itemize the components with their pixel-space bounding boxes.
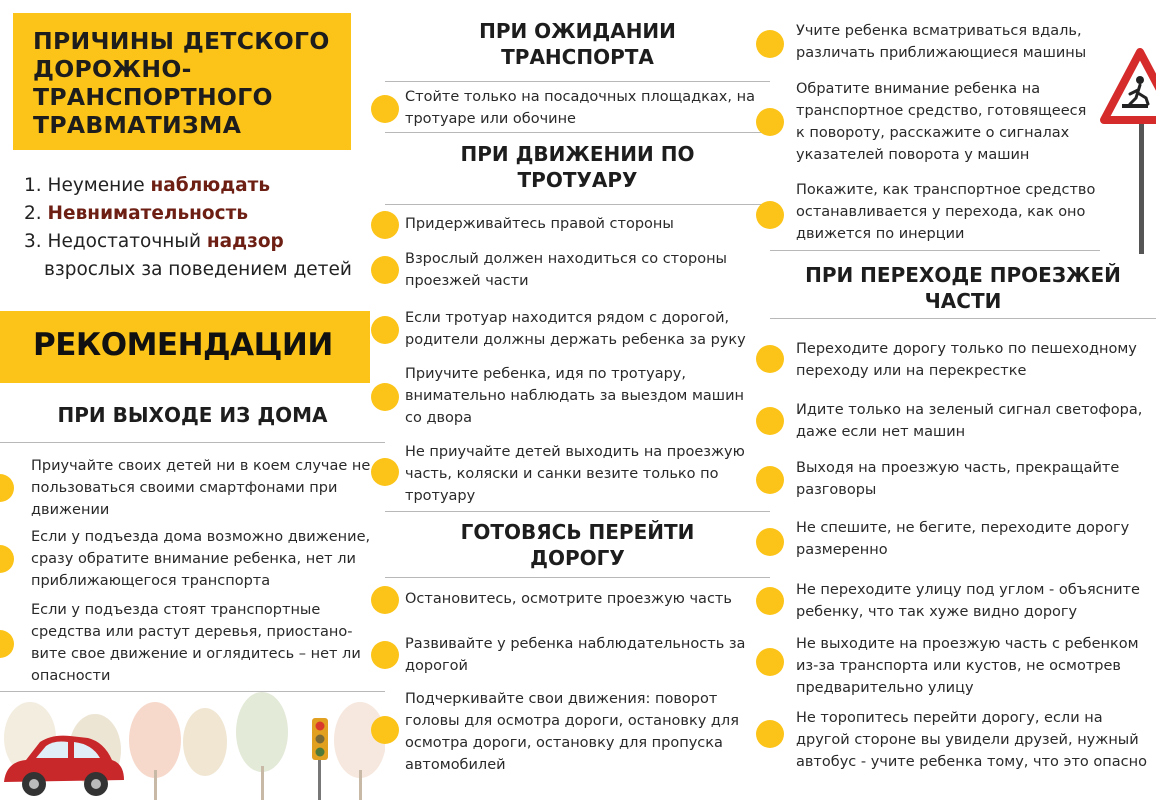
main-title-line: ДОРОЖНО- [33,55,192,83]
list-item: Если у подъезда стоят транспортные средства или растут деревья, приостано-вите свое движение и оглядитесь – нет ли опасности [31,602,361,684]
bullet-icon [756,648,784,676]
recommendations-banner [0,311,370,383]
list-item: Стойте только на посадочных площадках, на тротуаре или обочине [405,89,755,127]
section-heading-sidewalk [385,141,770,193]
divider [385,81,770,82]
heading-line: ТРАНСПОРТА [501,45,654,69]
divider [385,511,770,512]
bullet-icon [371,586,399,614]
cause-text: Неумение [47,175,151,196]
list-item: Взрослый должен находиться со стороны проезжей части [405,251,728,289]
list-item: Остановитесь, осмотрите проезжую часть [405,591,732,607]
bullet-icon [0,474,14,502]
divider [0,442,385,443]
bullet-icon [0,630,14,658]
list-item: Не спешите, не бегите, переходите дорогу размеренно [796,520,1130,558]
bullet-icon [756,30,784,58]
bullet-icon [756,720,784,748]
list-item: Выходя на проезжую часть, прекращайте разговоры [796,460,1120,498]
bullet-icon [371,716,399,744]
bullet-icon [371,95,399,123]
bullet-icon [756,528,784,556]
list-item: Обратите внимание ребенка на транспортное средство, готовящееся к повороту, расскажите о сигналах указателей поворота у машин [796,81,1087,163]
cause-item [24,228,374,256]
list-item: Приучайте своих детей ни в коем случае не пользоваться своими смартфонами при движении [31,458,371,518]
cause-highlight: Невнимательность [47,203,249,224]
cause-number: 2. [24,203,42,224]
list-item: Идите только на зеленый сигнал светофора, даже если нет машин [796,402,1143,440]
bullet-icon [756,345,784,373]
main-title-line: ТРАНСПОРТНОГО [33,83,273,111]
main-title-line: ТРАВМАТИЗМА [33,111,242,139]
list-item: Покажите, как транспортное средство останавливается у перехода, как оно движется по инерции [796,182,1096,242]
bullet-icon [371,383,399,411]
pedestrian-crossing-sign-icon [1100,48,1156,258]
traffic-light-icon [312,718,328,800]
list-item: Придерживайтесь правой стороны [405,216,674,232]
list-item: Подчеркивайте свои движения: поворот головы для осмотра дороги, остановку для осмотра дороги, остановку для пропуска автомобилей [405,691,739,773]
list-item: Не выходите на проезжую часть с ребенком из-за транспорта или кустов, не осмотрев предварительно улицу [796,636,1139,696]
divider [385,204,770,205]
heading-line: ПРИ ДВИЖЕНИИ ПО [460,142,695,166]
list-item: Переходите дорогу только по пешеходному переходу или на перекрестке [796,341,1137,379]
causes-list [24,172,374,284]
section-heading-waiting-transport [385,18,770,70]
bullet-icon [371,458,399,486]
divider [385,132,770,133]
bullet-icon [371,256,399,284]
cause-number: 1. [24,175,42,196]
list-item: Не приучайте детей выходить на проезжую часть, коляски и санки везите только по тротуару [405,444,745,504]
main-title-box [13,13,351,150]
heading-line: ЧАСТИ [924,289,1002,313]
divider [385,577,770,578]
cause-tail: взрослых за поведением детей [44,259,352,280]
heading-line: ПРИ ПЕРЕХОДЕ ПРОЕЗЖЕЙ [805,263,1121,287]
recommendations-title: РЕКОМЕНДАЦИИ [33,327,333,363]
right-column [770,0,1156,800]
divider [770,250,1100,251]
list-item: Не торопитесь перейти дорогу, если на другой стороне вы увидели друзей, нужный автобус - учите ребенка тому, что это опасно [796,710,1147,770]
bullet-icon [0,545,14,573]
bullet-icon [371,641,399,669]
bullet-icon [756,407,784,435]
cause-item [24,172,374,200]
cause-highlight: надзор [206,231,284,252]
list-item: Учите ребенка всматриваться вдаль, различать приближающиеся машины [796,23,1087,61]
list-item: Если у подъезда дома возможно движение, сразу обратите внимание ребенка, нет ли приближающегося транспорта [31,529,371,589]
heading-line: ПРИ ОЖИДАНИИ [479,19,676,43]
bullet-icon [756,201,784,229]
cause-number: 3. [24,231,42,252]
list-item: Приучите ребенка, идя по тротуару, внимательно наблюдать за выездом машин со двора [405,366,744,426]
bullet-icon [756,587,784,615]
heading-line: ГОТОВЯСЬ ПЕРЕЙТИ [460,520,695,544]
list-item: Если тротуар находится рядом с дорогой, родители должны держать ребенка за руку [405,310,746,348]
cause-text: Недостаточный [47,231,207,252]
list-item: Развивайте у ребенка наблюдательность за дорогой [405,636,746,674]
left-column [0,0,385,800]
heading-line: ТРОТУАРУ [517,168,638,192]
section-heading-crossing-road [770,262,1156,314]
bullet-icon [756,108,784,136]
middle-column [385,0,770,800]
divider [770,318,1156,319]
cause-item [24,200,374,228]
main-title-line: ПРИЧИНЫ ДЕТСКОГО [33,27,330,55]
cause-highlight: наблюдать [150,175,271,196]
list-item: Не переходите улицу под углом - объясните ребенку, что так хуже видно дорогу [796,582,1140,620]
street-scene-illustration [0,690,385,800]
section-heading-leaving-home: ПРИ ВЫХОДЕ ИЗ ДОМА [57,403,328,427]
bullet-icon [371,316,399,344]
heading-line: ДОРОГУ [530,546,625,570]
bullet-icon [371,211,399,239]
section-heading-preparing-to-cross [385,519,770,571]
bullet-icon [756,466,784,494]
